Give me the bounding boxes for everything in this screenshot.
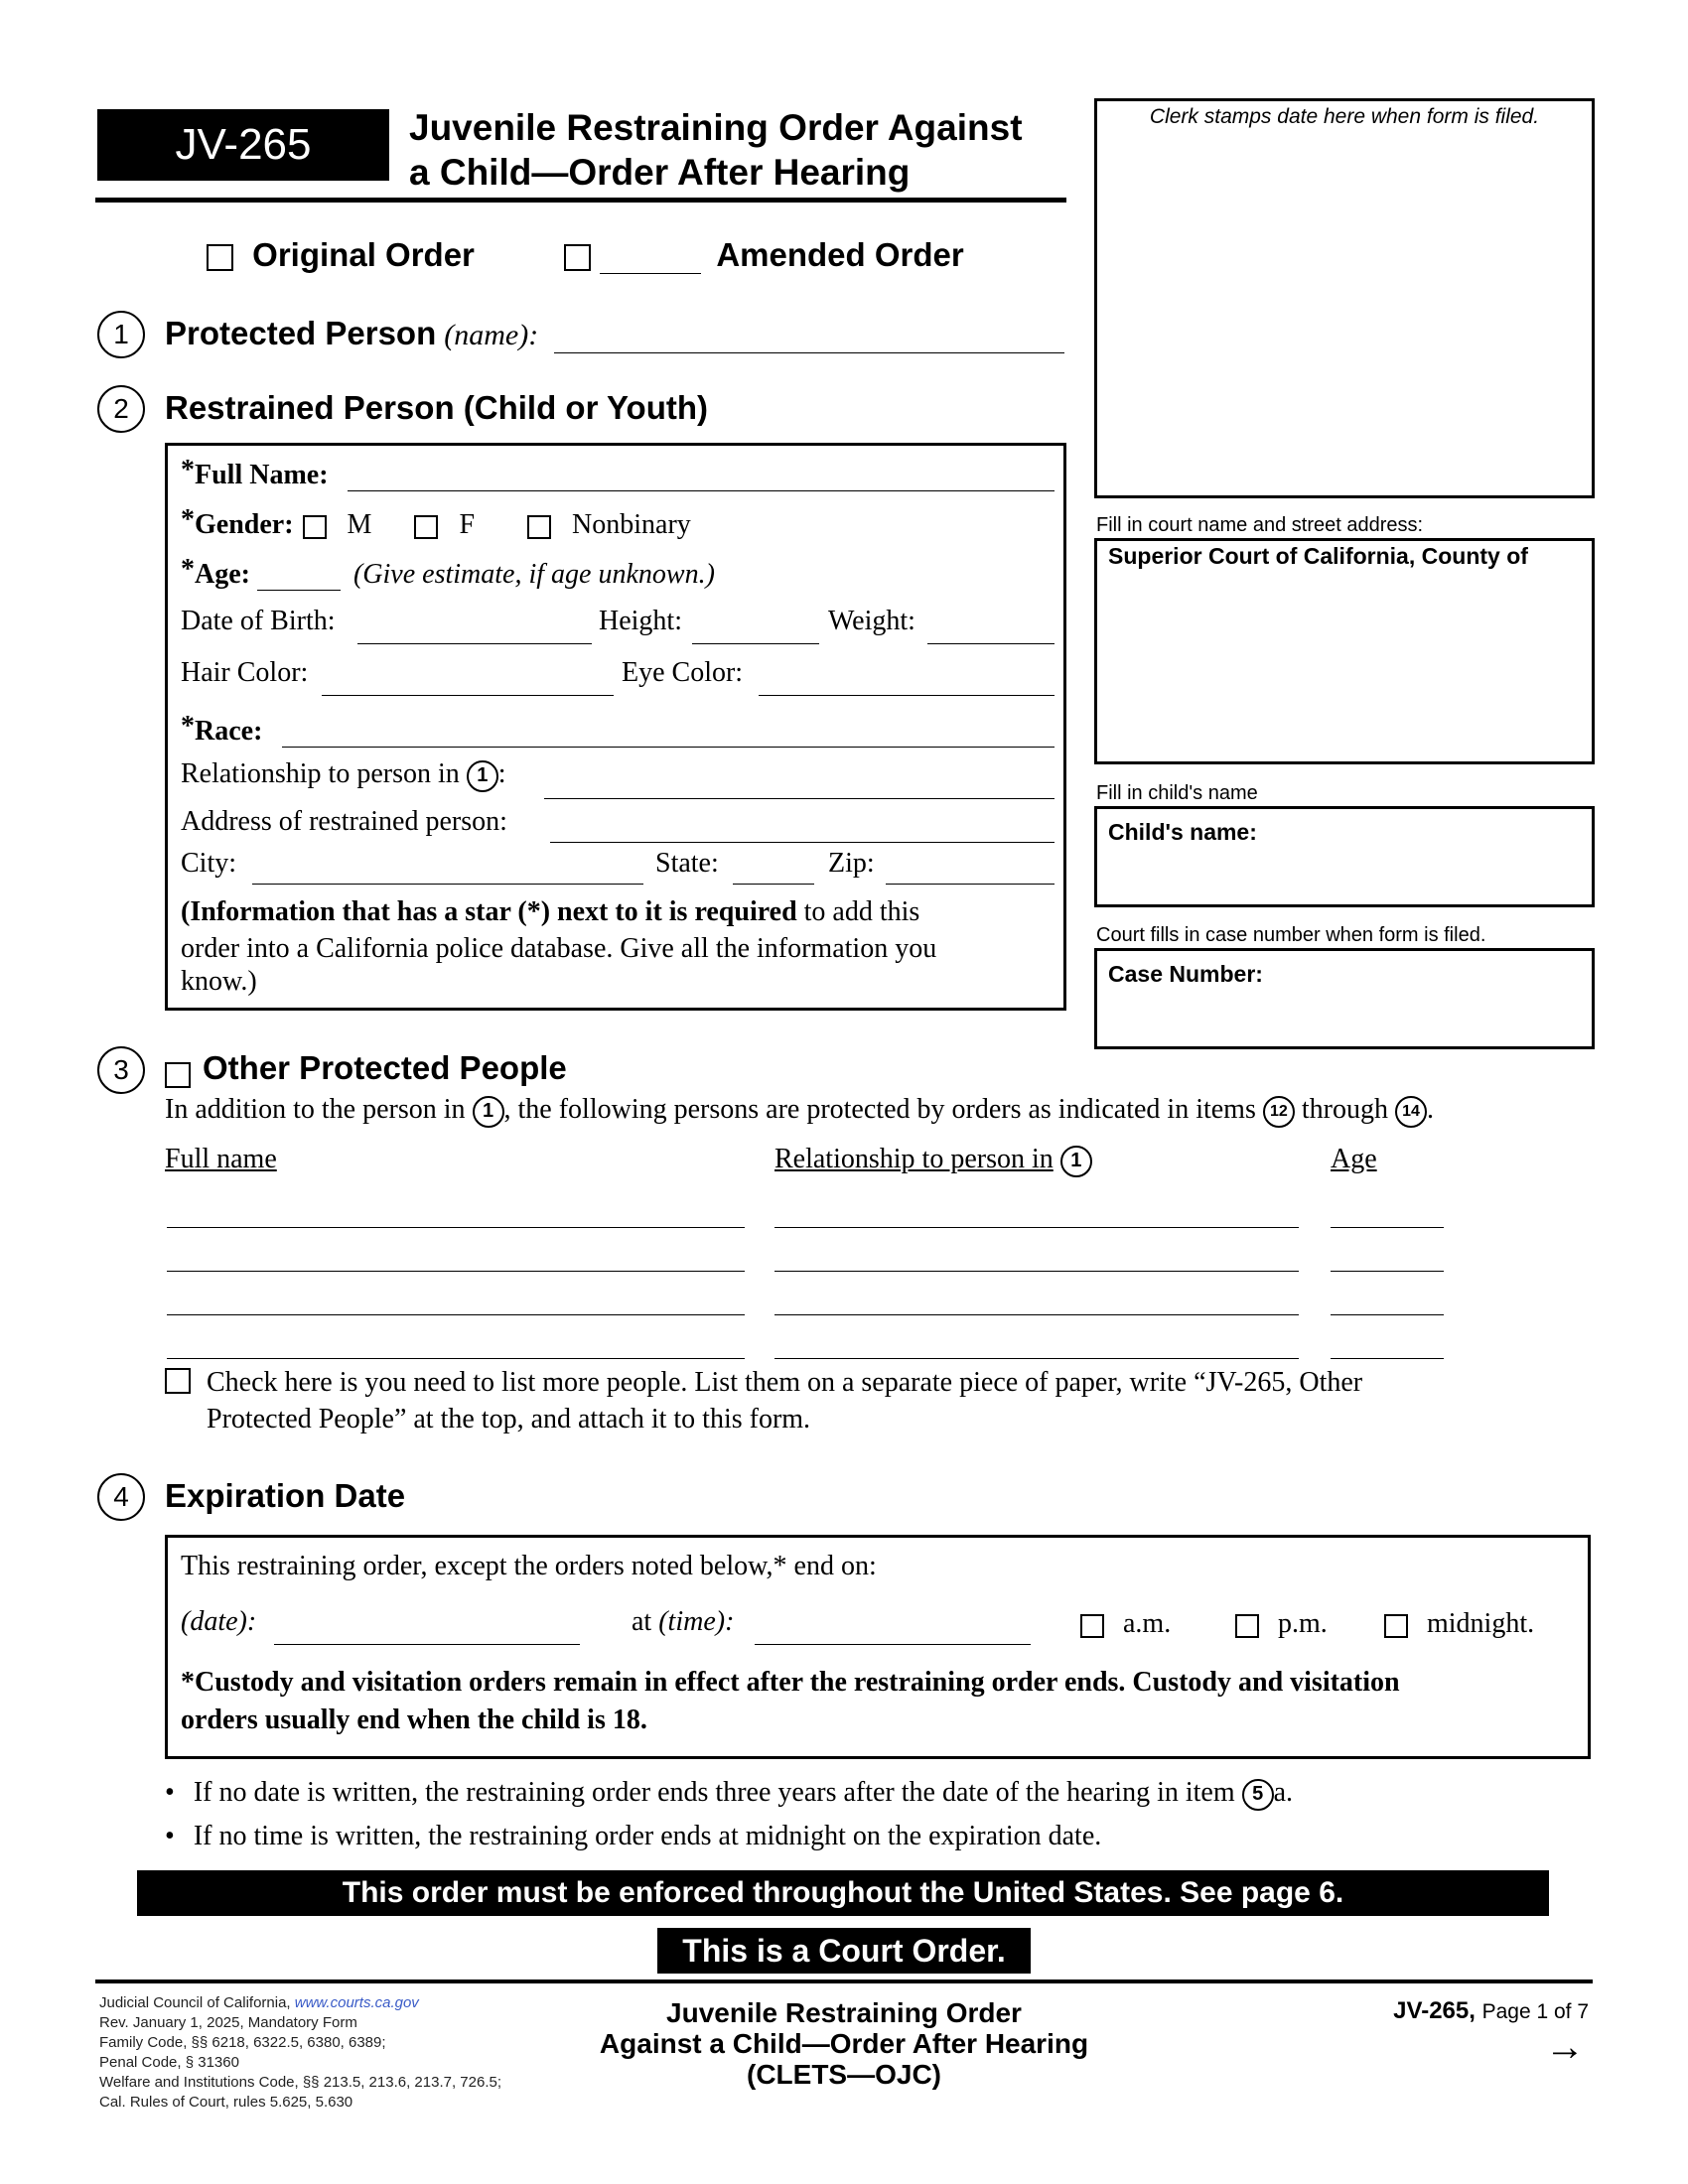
ref-item-1: 1 [1060, 1146, 1092, 1177]
form-number: JV-265 [175, 120, 312, 169]
form-title-line1: Juvenile Restraining Order Against [409, 107, 1023, 148]
required-star: * [181, 554, 195, 585]
required-info-line3: know.) [181, 966, 257, 997]
form-title [409, 105, 1064, 195]
city-field[interactable] [252, 884, 643, 885]
other-relationship-field-3[interactable] [774, 1314, 1299, 1315]
col-header-full-name: Full name [165, 1144, 277, 1174]
more-people-note: Check here is you need to list more people. List them on a separate piece of paper, write “JV-265, Other Protected People” at the top, and attach it to this form. [207, 1367, 1363, 1434]
address-field[interactable] [550, 842, 1055, 843]
enforcement-banner: This order must be enforced throughout the United States. See page 6. [137, 1870, 1549, 1916]
form-title-line2: a Child—Order After Hearing [409, 152, 911, 193]
pm-checkbox[interactable] [1235, 1614, 1259, 1638]
other-age-field-2[interactable] [1331, 1271, 1444, 1272]
child-name-box[interactable] [1094, 806, 1595, 907]
item1-title: Protected Person [165, 315, 437, 351]
item3-number: 3 [97, 1046, 145, 1094]
amended-order-label: Amended Order [716, 236, 964, 273]
expiration-time-label: at (time): [632, 1606, 735, 1637]
item4-title: Expiration Date [165, 1477, 406, 1514]
col-header-age: Age [1331, 1144, 1377, 1174]
more-people-checkbox[interactable] [165, 1368, 191, 1394]
other-name-field-2[interactable] [167, 1271, 745, 1272]
required-info-note [181, 893, 1055, 1000]
address-label: Address of restrained person: [181, 806, 507, 837]
item1-number: 1 [97, 311, 145, 358]
other-age-field-1[interactable] [1331, 1227, 1444, 1228]
child-name-label: Fill in child's name [1096, 782, 1258, 804]
original-order-label: Original Order [252, 236, 475, 273]
race-label: Race: [195, 716, 263, 747]
footer-title: Juvenile Restraining Order Against a Child—Order After Hearing (CLETS—OJC) [599, 1997, 1089, 2090]
am-checkbox[interactable] [1080, 1614, 1104, 1638]
am-option: a.m. [1080, 1608, 1171, 1640]
item3-title: Other Protected People [203, 1049, 567, 1086]
age-row [181, 554, 715, 591]
other-name-field-1[interactable] [167, 1227, 745, 1228]
other-relationship-field-2[interactable] [774, 1271, 1299, 1272]
height-label: Height: [599, 606, 682, 636]
relationship-field[interactable] [544, 798, 1055, 799]
gender-nonbinary-label: Nonbinary [572, 509, 691, 540]
midnight-checkbox[interactable] [1384, 1614, 1408, 1638]
full-name-label: Full Name: [195, 460, 329, 490]
more-people-checkbox-wrap [165, 1368, 191, 1394]
age-label: Age: [195, 559, 250, 590]
ref-item-1: 1 [473, 1096, 504, 1128]
relationship-label: Relationship to person in [181, 758, 460, 789]
hair-color-label: Hair Color: [181, 657, 309, 688]
zip-field[interactable] [886, 884, 1055, 885]
weight-label: Weight: [828, 606, 915, 636]
other-age-field-4[interactable] [1331, 1358, 1444, 1359]
required-star: * [181, 455, 195, 485]
court-name-value: Superior Court of California, County of [1108, 543, 1528, 569]
weight-field[interactable] [927, 643, 1055, 644]
other-relationship-field-4[interactable] [774, 1358, 1299, 1359]
item4-number: 4 [97, 1473, 145, 1521]
expiration-date-label: (date): [181, 1606, 257, 1637]
ref-item-12: 12 [1263, 1096, 1295, 1128]
item2-number: 2 [97, 385, 145, 433]
court-name-box[interactable] [1094, 538, 1595, 764]
courts-website-link[interactable]: www.courts.ca.gov [294, 1994, 419, 2011]
next-page-arrow-icon: → [1545, 2025, 1585, 2069]
footer-rule [95, 1979, 1593, 1983]
race-field[interactable] [282, 747, 1055, 748]
other-protected-checkbox[interactable] [165, 1062, 191, 1088]
item2-title: Restrained Person (Child or Youth) [165, 389, 708, 426]
gender-m-checkbox[interactable] [303, 515, 327, 539]
race-row [181, 711, 262, 748]
original-order-checkbox[interactable] [207, 244, 233, 271]
clerk-stamp-label: Clerk stamps date here when form is filed. [1149, 105, 1540, 128]
gender-f-checkbox[interactable] [414, 515, 438, 539]
zip-label: Zip: [828, 848, 875, 879]
header-rule [95, 198, 1066, 203]
relationship-colon: : [497, 758, 506, 789]
midnight-option: midnight. [1384, 1608, 1534, 1640]
expiration-time-field[interactable] [755, 1644, 1031, 1645]
full-name-field[interactable] [348, 490, 1055, 491]
ref-item-5: 5 [1242, 1779, 1274, 1811]
pm-option: p.m. [1235, 1608, 1328, 1640]
case-number-value: Case Number: [1108, 961, 1263, 987]
amended-order-blank[interactable] [600, 243, 701, 274]
age-field[interactable] [257, 564, 341, 591]
dob-field[interactable] [357, 643, 592, 644]
required-star: * [181, 711, 195, 742]
footer-page-info: JV-265, Page 1 of 7 [1393, 1997, 1589, 2024]
state-label: State: [655, 848, 719, 879]
item1-name-hint: (name): [444, 319, 539, 351]
hair-color-field[interactable] [322, 695, 614, 696]
city-label: City: [181, 848, 237, 879]
item3-title-row [165, 1049, 567, 1088]
gender-row [181, 504, 691, 541]
bullet-no-date: • If no date is written, the restraining order ends three years after the date of the hearing in item 5 a. [165, 1777, 1293, 1811]
expiration-date-field[interactable] [274, 1644, 580, 1645]
custody-note: *Custody and visitation orders remain in effect after the restraining order ends. Custody and visitation orders usually end when the child is 18. [181, 1667, 1400, 1735]
gender-nonbinary-checkbox[interactable] [527, 515, 551, 539]
other-name-field-4[interactable] [167, 1358, 745, 1359]
footer-citations: Judicial Council of California, www.courts.ca.gov Rev. January 1, 2025, Mandatory Form Family Code, §§ 6218, 6322.5, 6380, 6389; Penal Code, § 31360 Welfare and Institutions Code, §§ 213.5, 213.6, 213.7, 726.5; Cal. Rules of Court, rules 5.625, 5.630 [99, 1994, 502, 2111]
required-info-rest: to add this [796, 896, 920, 927]
required-info-line2: order into a California police database. Give all the information you [181, 933, 937, 964]
other-name-field-3[interactable] [167, 1314, 745, 1315]
col-header-relationship: Relationship to person in 1 [774, 1144, 1092, 1177]
eye-color-label: Eye Color: [622, 657, 744, 688]
state-field[interactable] [733, 884, 814, 885]
gender-f-label: F [459, 509, 476, 540]
full-name-row [181, 455, 329, 491]
item1-title-row [165, 315, 538, 352]
age-hint: (Give estimate, if age unknown.) [352, 559, 715, 590]
expiration-intro: This restraining order, except the orders noted below,* end on: [181, 1551, 877, 1581]
bullet-no-time: • If no time is written, the restraining order ends at midnight on the expiration date. [165, 1821, 1102, 1851]
required-star: * [181, 504, 195, 535]
item3-intro: In addition to the person in 1 , the following persons are protected by orders as indicated in items 12 through 14 . [165, 1094, 1434, 1128]
child-name-value: Child's name: [1108, 819, 1257, 845]
other-age-field-3[interactable] [1331, 1314, 1444, 1315]
protected-person-name-field[interactable] [554, 352, 1064, 353]
gender-label: Gender: [195, 509, 294, 540]
case-number-label: Court fills in case number when form is filed. [1096, 924, 1486, 946]
relationship-row [181, 758, 506, 792]
amended-order-row [564, 236, 964, 274]
other-relationship-field-1[interactable] [774, 1227, 1299, 1228]
case-number-box[interactable] [1094, 948, 1595, 1049]
clerk-stamp-box [1094, 98, 1595, 498]
height-field[interactable] [692, 643, 819, 644]
ref-item-14: 14 [1395, 1096, 1427, 1128]
eye-color-field[interactable] [759, 695, 1055, 696]
order-type-row [207, 236, 475, 274]
amended-order-checkbox[interactable] [564, 244, 591, 271]
dob-label: Date of Birth: [181, 606, 336, 636]
court-name-label: Fill in court name and street address: [1096, 514, 1424, 536]
required-info-bold: (Information that has a star (*) next to it is required [181, 896, 797, 927]
form-number-badge [97, 109, 389, 181]
ref-item-1: 1 [467, 760, 498, 792]
gender-m-label: M [347, 509, 372, 540]
court-order-banner: This is a Court Order. [657, 1928, 1031, 1974]
